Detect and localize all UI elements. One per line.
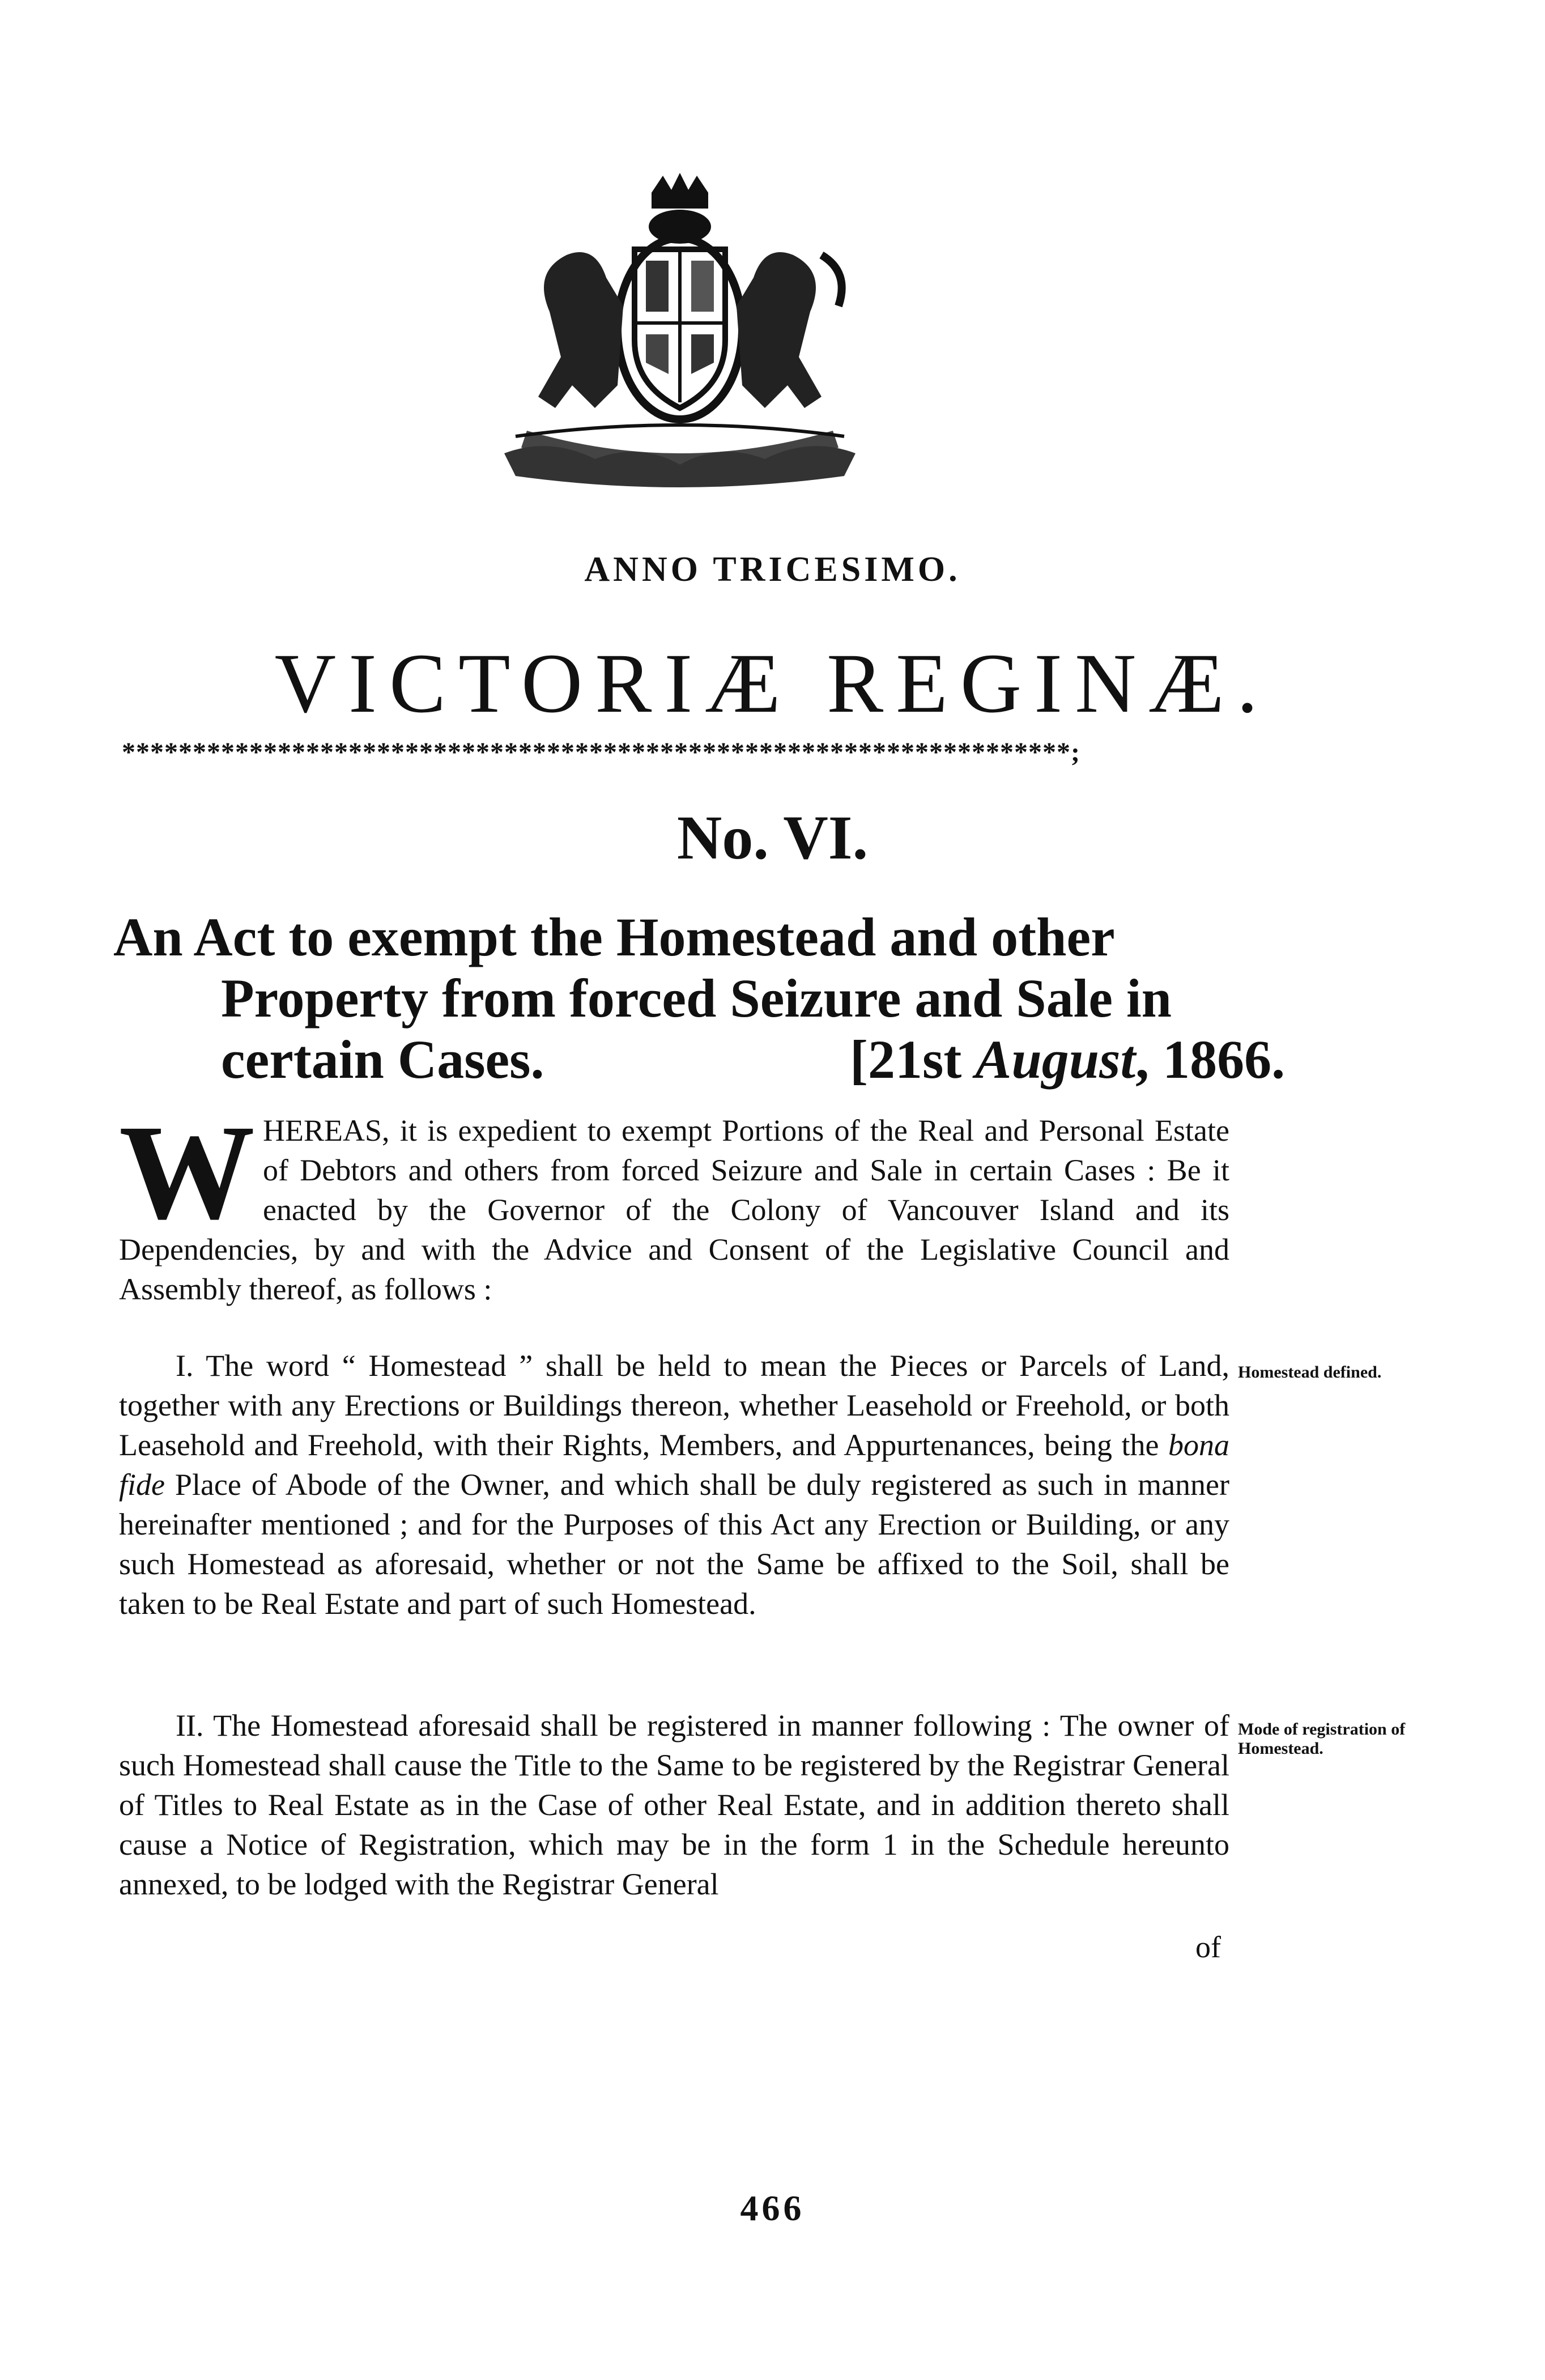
page-number: 466: [740, 2188, 805, 2228]
date-prefix: [21st: [850, 1029, 976, 1090]
act-number: No. VI.: [676, 803, 869, 872]
title-line-2: Property from forced Seizure and Sale in: [221, 968, 1172, 1028]
preamble-text: HEREAS, it is expedient to exempt Portions of the Real and Personal Estate of Debtors and others from forced Seizure and Sale in certain Cases : Be it enacted by the Governor of the Colony of Vancouver Island and its Dependencies, by and with the Advice and Consent of the Legislative Council and Assembly thereof, as follows :: [119, 1114, 1229, 1306]
date-suffix: , 1866.: [1135, 1029, 1286, 1090]
margin-note-mode-of-registration: Mode of registration of Homestead.: [1238, 1720, 1406, 1758]
section-2: [119, 1706, 1229, 1904]
assent-date: [850, 1029, 1285, 1090]
drop-cap: W: [119, 1096, 255, 1247]
act-title: [113, 907, 1286, 1090]
section-1-italic: bona fide: [119, 1428, 1229, 1502]
margin-note-homestead-defined: Homestead defined.: [1238, 1363, 1382, 1382]
date-month: August: [975, 1029, 1136, 1090]
regnal-year: ANNO TRICESIMO.: [584, 550, 961, 589]
section-1-text-a: I. The word “ Homestead ” shall be held to mean the Pieces or Parcels of Land, together with any Erections or Buildings thereon, whether Leasehold or Freehold, or both Leasehold and Freehold, with their Rights, Members, and Appurtenances, being the: [119, 1349, 1229, 1462]
preamble: [119, 1096, 1229, 1309]
section-1-text-b: Place of Abode of the Owner, and which shall be duly registered as such in manner hereinafter mentioned ; and for the Purposes of this Act any Erection or Building, or any such Homestead as aforesaid, whether or not the Same be affixed to the Soil, shall be taken to be Real Estate and part of such Homestead.: [119, 1468, 1229, 1621]
title-line-1: An Act to exempt the Homestead and other: [113, 907, 1115, 967]
title-line-3-text: certain Cases.: [221, 1029, 544, 1090]
ornament-rule: *******************************************************************;: [122, 737, 1080, 767]
section-2-text: II. The Homestead aforesaid shall be registered in manner following : The owner of such Homestead shall cause the Title to the Same to be registered by the Registrar General of Titles to Real Estate as in the Case of other Real Estate, and in addition thereto shall cause a Notice of Registration, which may be in the form 1 in the Schedule hereunto annexed, to be lodged with the Registrar General: [119, 1708, 1229, 1901]
section-1: [119, 1346, 1229, 1624]
regnal-heading: VICTORIÆ REGINÆ.: [274, 636, 1271, 730]
royal-coat-of-arms-icon: [482, 170, 878, 487]
catchword: of: [1195, 1930, 1221, 1964]
title-line-3: [113, 1029, 1286, 1090]
